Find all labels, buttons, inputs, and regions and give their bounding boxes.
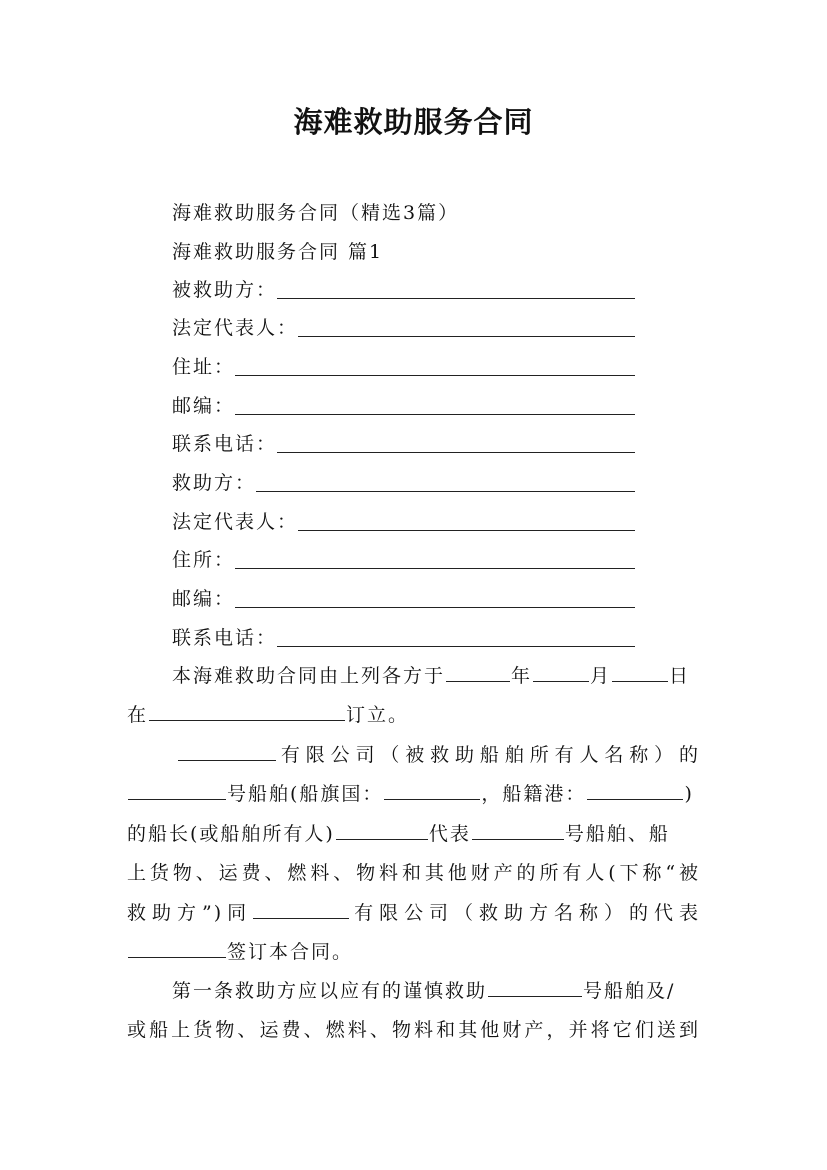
paragraph-line: 签订本合同。 [127,933,700,972]
blank-line [128,939,226,958]
blank-line [235,374,635,376]
blank-line [277,297,635,299]
field-label: 住址： [172,356,236,378]
blank-line [235,413,635,415]
paragraph-line: 在 订立。 [127,704,410,727]
field-label: 联系电话： [172,433,278,455]
paragraph-line: 第一条救助方应以应有的谨慎救助 号船舶及/ [172,980,676,1002]
field-legal-rep-2 [172,508,635,534]
paragraph-line: 号船舶(船旗国： ，船籍港： ) [127,775,700,814]
field-legal-rep-1 [172,314,635,340]
paragraph-line: 救助方”)同 有限公司（救助方名称）的代表 [127,901,700,924]
paragraph-line: 或船上货物、运费、燃料、物料和其他财产，并将它们送到 [127,1019,700,1042]
blank-line [277,645,635,647]
blank-line [253,900,349,919]
blank-line [235,606,635,608]
blank-line [256,490,635,492]
field-label: 邮编： [172,588,236,610]
field-label: 邮编： [172,395,236,417]
field-label: 法定代表人： [172,317,299,339]
blank-line [587,781,683,800]
field-label: 住所： [172,549,236,571]
field-postcode-1 [172,392,635,418]
section-heading: 海难救助服务合同 篇1 [172,241,384,263]
field-salvor [172,469,635,495]
blank-line [298,529,635,531]
blank-line [384,781,480,800]
paragraph-line: 上货物、运费、燃料、物料和其他财产的所有人(下称“被 [127,862,700,885]
field-residence [172,546,635,572]
paragraph-line: 有限公司（被救助船舶所有人名称）的 [127,736,700,775]
paragraph-signing-date [127,657,700,736]
field-phone-1 [172,430,635,456]
blank-line [472,821,564,840]
blank-line [277,451,635,453]
blank-line [612,663,668,682]
paragraph-line: 本海难救助合同由上列各方于 年 月 日 [172,665,691,687]
field-label: 救助方： [172,472,257,494]
field-rescued-party [172,276,635,302]
blank-line [533,663,589,682]
blank-line [128,781,226,800]
field-label: 被救助方： [172,279,278,301]
blank-line [178,742,276,761]
blank-line [235,567,635,569]
field-label: 法定代表人： [172,511,299,533]
paragraph-parties [127,736,700,972]
blank-line [149,702,345,721]
blank-line [336,821,428,840]
field-address [172,353,635,379]
field-phone-2 [172,624,635,650]
paragraph-article-1 [127,972,700,1051]
paragraph-line: 的船长(或船舶所有人) 代表 号船舶、船 [127,822,670,845]
field-postcode-2 [172,585,635,611]
blank-line [488,978,582,997]
document-title: 海难救助服务合同 [293,105,534,139]
blank-line [446,663,510,682]
field-label: 联系电话： [172,627,278,649]
document-subtitle: 海难救助服务合同（精选3篇） [172,202,460,224]
blank-line [298,335,635,337]
